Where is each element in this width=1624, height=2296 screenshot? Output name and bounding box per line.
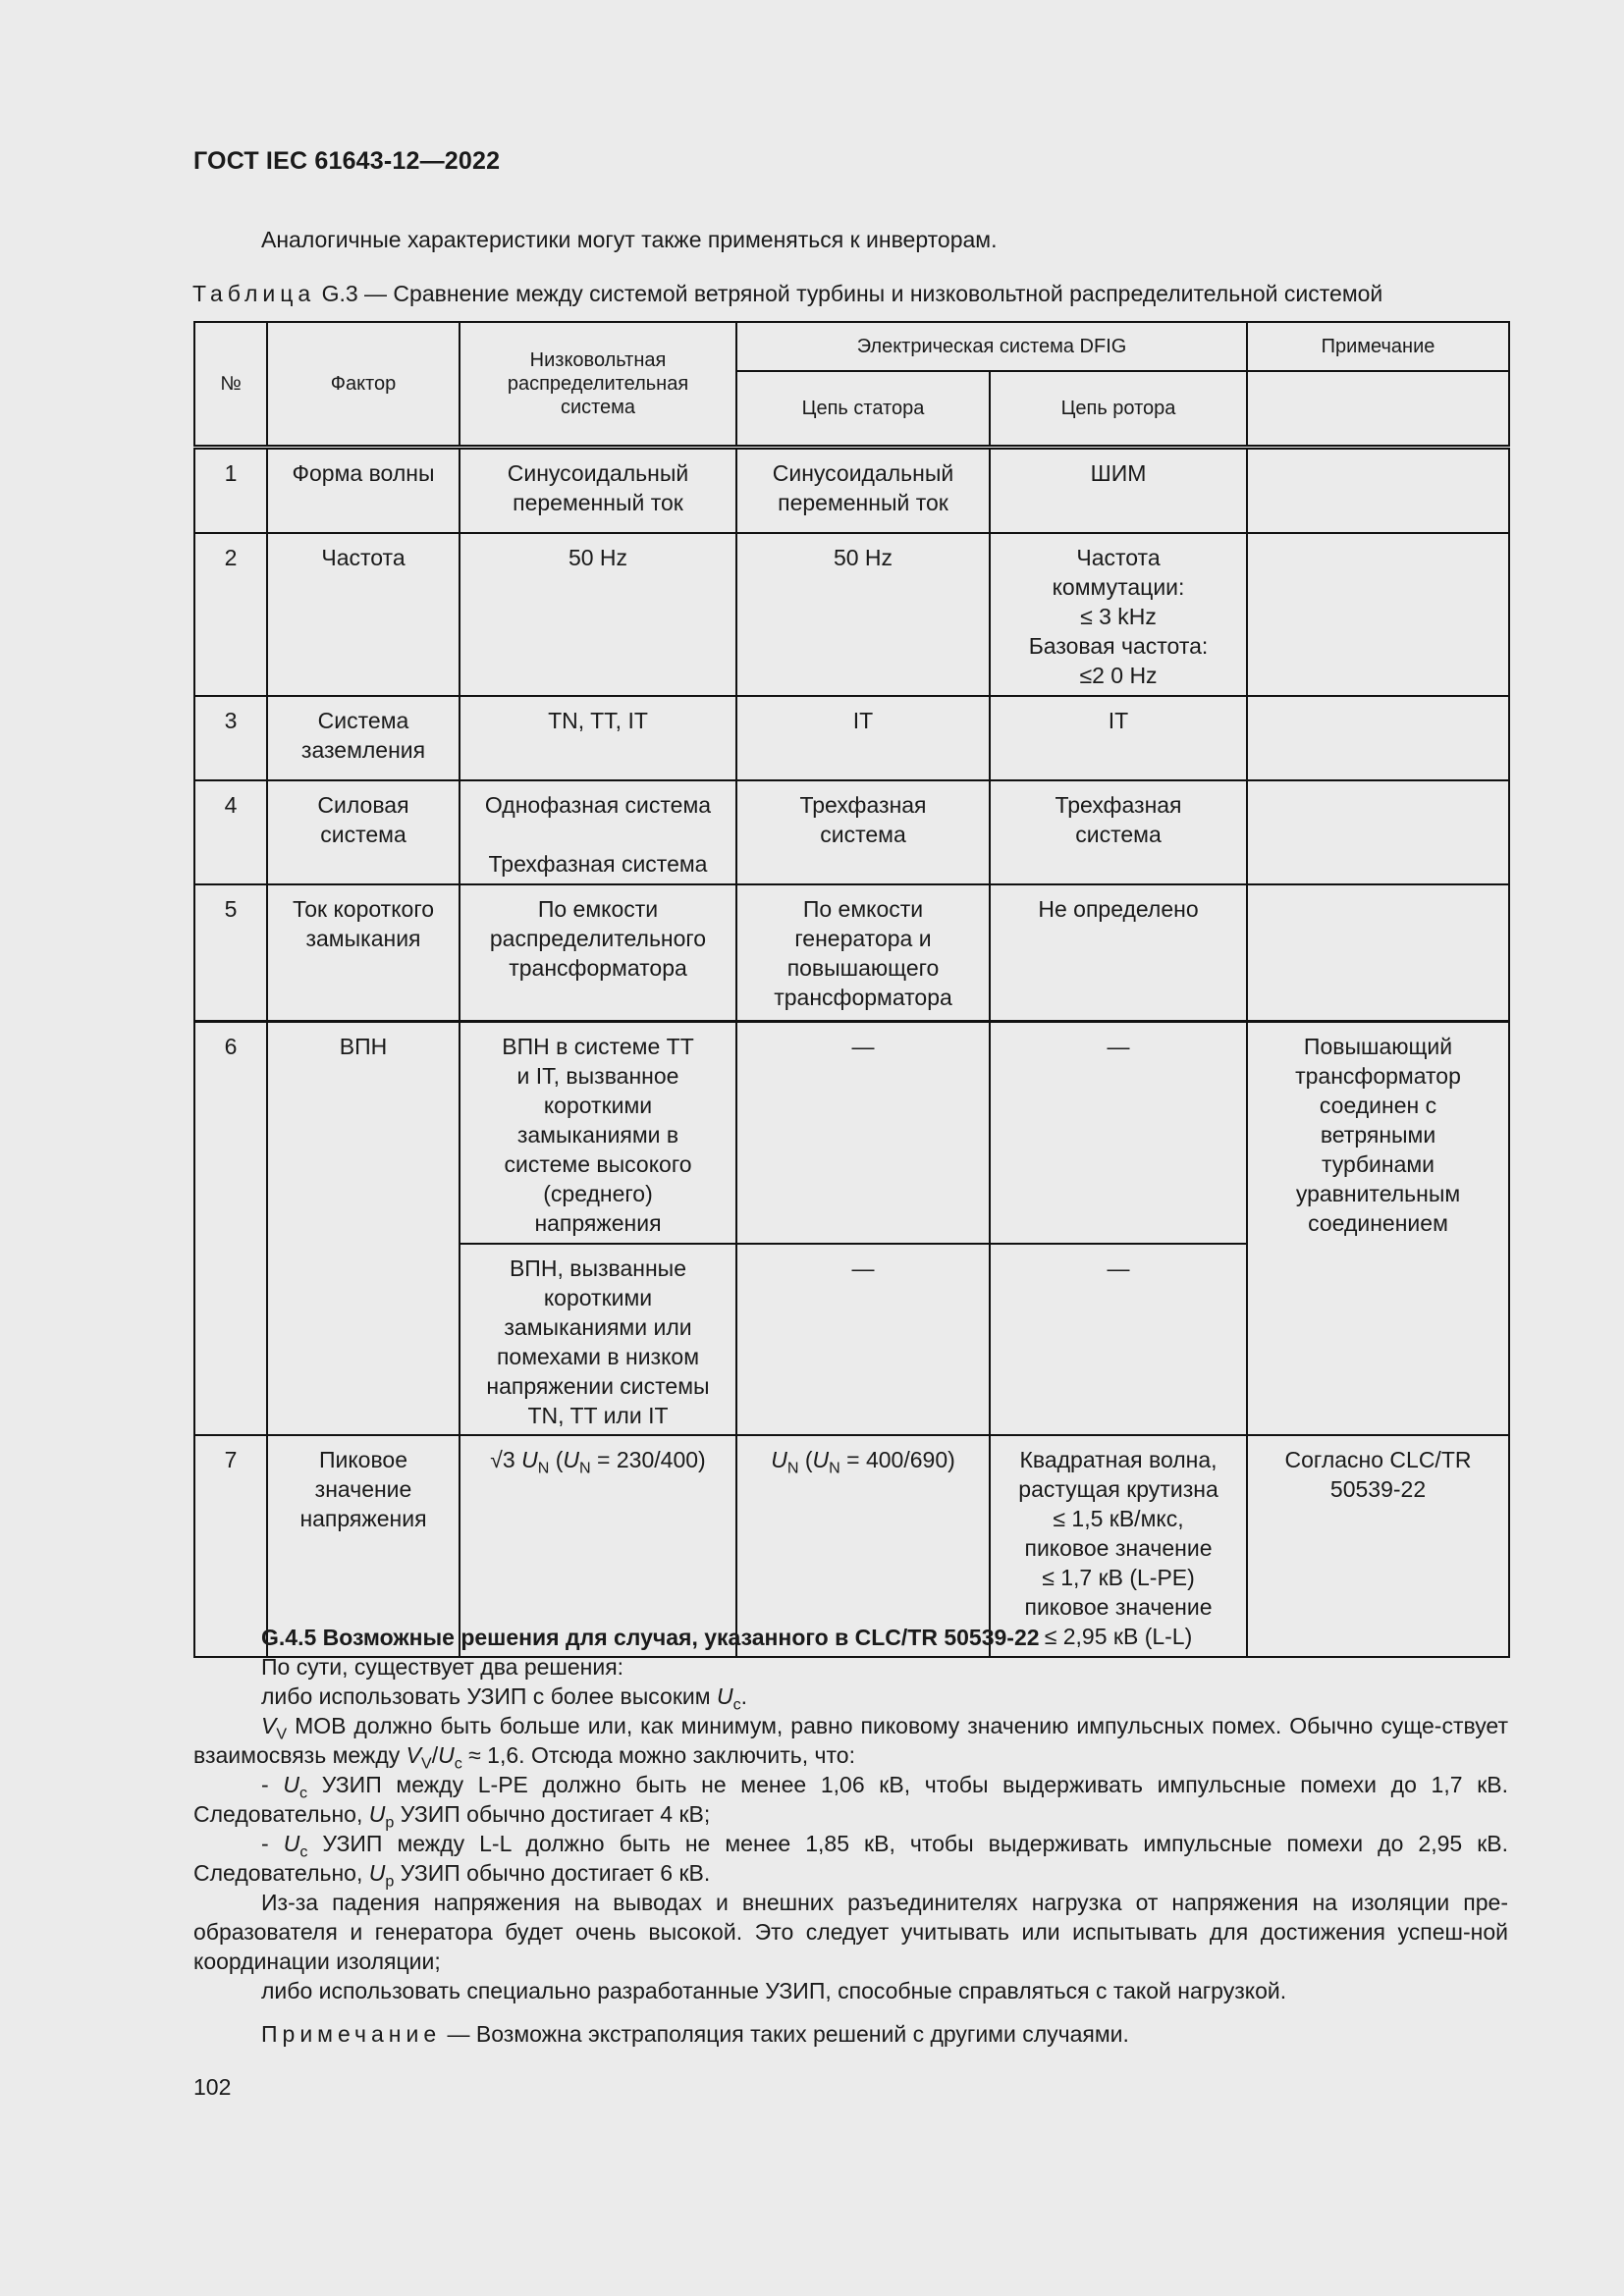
table-row xyxy=(194,533,1509,696)
cell-factor: Силовая система xyxy=(267,780,460,884)
cell-note xyxy=(1247,533,1509,696)
var-u: U xyxy=(368,1801,386,1827)
text-run: . xyxy=(740,1683,748,1709)
table-row xyxy=(194,448,1509,534)
header-lv-system: Низковольтная распределительная система xyxy=(460,322,736,448)
cell-note: Повышающий трансформатор соединен с ветряными турбинами уравнительным соединением xyxy=(1247,1022,1509,1436)
var-sub: p xyxy=(385,1872,395,1891)
cell-rotor: — xyxy=(990,1022,1247,1245)
var-sub: N xyxy=(786,1459,799,1477)
var-u: U xyxy=(368,1860,386,1886)
cell-rotor: Не определено xyxy=(990,884,1247,1022)
paragraph: Из-за падения напряжения на выводах и внешних разъединителях нагрузка от напряжения на изоляции пре-образователя и генератора будет очень высокой. Это следует учитывать или испытывать для достижения успеш-ной координации изоляции; xyxy=(193,1890,1508,1974)
cell-lv: ВПН, вызванные короткими замыканиями или помехами в низком напряжении системы TN, TT или IT xyxy=(460,1244,736,1435)
document-header: ГОСТ IEC 61643-12—2022 xyxy=(193,147,501,175)
var-sub: V xyxy=(276,1725,288,1743)
note-label: Примечание xyxy=(261,2021,442,2047)
var-u: U xyxy=(716,1683,733,1709)
paragraph xyxy=(193,1711,1508,1773)
header-dfig: Электрическая система DFIG xyxy=(736,322,1247,371)
cell-rotor: IT xyxy=(990,696,1247,780)
paragraph xyxy=(193,1682,1508,1714)
cell-lv: ВПН в системе TT и IT, вызванное короткими замыканиями в системе высокого (среднего) напряжения xyxy=(460,1022,736,1245)
var-u: U xyxy=(771,1447,787,1472)
cell-factor: Форма волны xyxy=(267,448,460,534)
intro-paragraph: Аналогичные характеристики могут также применяться к инверторам. xyxy=(261,227,998,252)
cell-lv: 50 Hz xyxy=(460,533,736,696)
var-sub: c xyxy=(454,1754,462,1773)
cell-note xyxy=(1247,696,1509,780)
cell-stator: IT xyxy=(736,696,990,780)
section-body xyxy=(193,1623,1508,2049)
cell-rotor: ШИМ xyxy=(990,448,1247,534)
var-u: U xyxy=(438,1742,455,1768)
value-text: = 230/400) xyxy=(590,1447,706,1472)
cell-num: 2 xyxy=(194,533,267,696)
text-run: либо использовать УЗИП с более высоким xyxy=(261,1683,717,1709)
table-row xyxy=(194,696,1509,780)
cell-num: 1 xyxy=(194,448,267,534)
header-rotor: Цепь ротора xyxy=(990,371,1247,448)
var-sub: N xyxy=(579,1459,591,1477)
bullet-item xyxy=(193,1829,1508,1891)
cell-note xyxy=(1247,780,1509,884)
bullet-item xyxy=(193,1770,1508,1832)
cell-factor: Ток короткого замыкания xyxy=(267,884,460,1022)
var-sub: p xyxy=(385,1813,395,1832)
table-caption xyxy=(192,281,1382,307)
cell-stator: — xyxy=(736,1022,990,1245)
paragraph: либо использовать специально разработанные УЗИП, способные справляться с такой нагрузкой. xyxy=(261,1978,1287,2003)
var-sub: V xyxy=(420,1754,432,1773)
var-sub: N xyxy=(829,1459,840,1477)
cell-stator: 50 Hz xyxy=(736,533,990,696)
text-run: УЗИП обычно достигает 4 кВ; xyxy=(394,1801,711,1827)
cell-lv: По емкости распределительного трансформатора xyxy=(460,884,736,1022)
var-u: U xyxy=(521,1447,538,1472)
cell-num: 7 xyxy=(194,1435,267,1657)
cell-note xyxy=(1247,448,1509,534)
table-row xyxy=(194,884,1509,1022)
cell-factor: ВПН xyxy=(267,1022,460,1436)
var-v: V xyxy=(261,1713,277,1738)
table-caption-label: Таблица xyxy=(192,281,316,306)
cell-rotor: — xyxy=(990,1244,1247,1435)
cell-num: 3 xyxy=(194,696,267,780)
cell-num: 6 xyxy=(194,1022,267,1436)
cell-rotor: Трехфазная система xyxy=(990,780,1247,884)
cell-stator: Синусоидальный переменный ток xyxy=(736,448,990,534)
var-sub: N xyxy=(537,1459,550,1477)
text-run: УЗИП между L-L должно быть не менее 1,85 кВ, чтобы выдерживать импульсные помехи до 2,95 кВ. Следовательно, xyxy=(193,1831,1508,1886)
text-run: / xyxy=(431,1742,439,1768)
cell-factor: Система заземления xyxy=(267,696,460,780)
header-note: Примечание xyxy=(1247,322,1509,371)
text-run: УЗИП между L-PE должно быть не менее 1,06 кВ, чтобы выдерживать импульсные помехи до 1,7 кВ. Следовательно, xyxy=(193,1772,1508,1827)
table-caption-text: G.3 — Сравнение между системой ветряной турбины и низковольтной распределительной системой xyxy=(315,281,1383,306)
table-row xyxy=(194,780,1509,884)
text-run: - xyxy=(261,1831,284,1856)
var-u: U xyxy=(563,1447,580,1472)
cell-lv: √3 $U_N$ $(U_N = 230/400)$ xyxy=(460,1435,736,1657)
cell-lv: TN, TT, IT xyxy=(460,696,736,780)
cell-note: Согласно CLC/TR 50539-22 xyxy=(1247,1435,1509,1657)
var-sub: c xyxy=(732,1695,741,1714)
text-run: УЗИП обычно достигает 6 кВ. xyxy=(394,1860,711,1886)
note-text: — Возможна экстраполяция таких решений с другими случаями. xyxy=(441,2021,1129,2047)
cell-stator: $U_N$ $(U_N = 400/690)$ xyxy=(736,1435,990,1657)
cell-rotor: Частота коммутации: ≤ 3 kHz Базовая частота: ≤2 0 Hz xyxy=(990,533,1247,696)
var-v: V xyxy=(406,1742,421,1768)
header-num: № xyxy=(194,322,267,448)
cell-factor: Пиковое значение напряжения xyxy=(267,1435,460,1657)
paragraph: По сути, существует два решения: xyxy=(261,1654,624,1680)
header-note-empty xyxy=(1247,371,1509,448)
cell-note xyxy=(1247,884,1509,1022)
page-number: 102 xyxy=(193,2074,232,2100)
cell-stator: — xyxy=(736,1244,990,1435)
cell-stator: По емкости генератора и повышающего трансформатора xyxy=(736,884,990,1022)
header-stator: Цепь статора xyxy=(736,371,990,448)
sqrt-symbol: √3 xyxy=(490,1447,515,1472)
var-u: U xyxy=(812,1447,830,1472)
text-run: ≈ 1,6. Отсюда можно заключить, что: xyxy=(461,1742,855,1768)
var-u: U xyxy=(283,1831,300,1856)
var-sub: c xyxy=(299,1842,308,1861)
value-text: = 400/690) xyxy=(839,1447,955,1472)
section-heading: G.4.5 Возможные решения для случая, указанного в CLC/TR 50539-22 xyxy=(261,1625,1040,1650)
note xyxy=(193,2019,1508,2049)
var-sub: c xyxy=(298,1784,308,1802)
header-factor: Фактор xyxy=(267,322,460,448)
cell-rotor: Квадратная волна, растущая крутизна ≤ 1,5 кВ/мкс, пиковое значение ≤ 1,7 кВ (L-PE) пиковое значение ≤ 2,95 кВ (L-L) xyxy=(990,1435,1247,1657)
cell-factor: Частота xyxy=(267,533,460,696)
cell-lv: Однофазная система Трехфазная система xyxy=(460,780,736,884)
cell-lv: Синусоидальный переменный ток xyxy=(460,448,736,534)
cell-num: 5 xyxy=(194,884,267,1022)
text-run: МОВ должно быть больше или, как минимум, равно пиковому значению импульсных помех. Обычно суще-ствует взаимосвязь между xyxy=(193,1713,1508,1768)
text-run: - xyxy=(261,1772,284,1797)
var-u: U xyxy=(283,1772,299,1797)
cell-stator: Трехфазная система xyxy=(736,780,990,884)
comparison-table xyxy=(193,321,1510,1658)
table-row xyxy=(194,1022,1509,1245)
cell-num: 4 xyxy=(194,780,267,884)
